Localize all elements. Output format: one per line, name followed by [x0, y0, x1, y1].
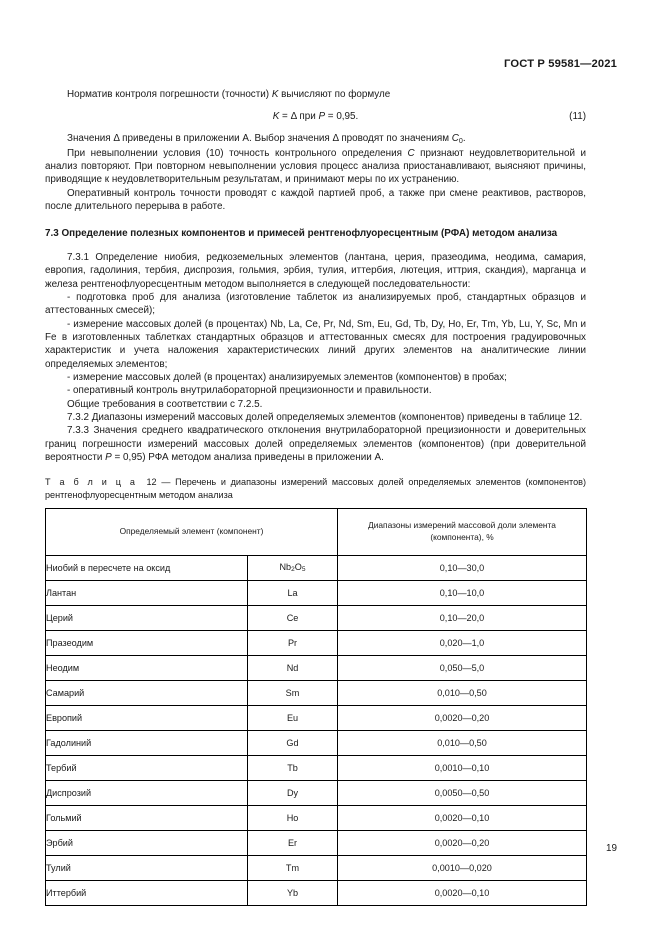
cell-measurement-range: 0,10—10,0	[338, 580, 587, 605]
paragraph-7-3-3: 7.3.3 Значения среднего квадратического отклонения внутрилабораторной прецизионности и доверительных границ погрешности измерений массовых долей определяемых элементов (компонентов) (при доверительной вероятности P = 0,95) РФА методом анализа приведены в приложении А.	[45, 425, 586, 463]
cell-measurement-range: 0,0010—0,020	[338, 855, 587, 880]
cell-element-name: Самарий	[46, 680, 248, 705]
section-heading-7-3: 7.3 Определение полезных компонентов и примесей рентгенофлуоресцентным (РФА) методом анализа	[45, 228, 558, 240]
table-row	[46, 555, 587, 580]
cell-measurement-range: 0,10—20,0	[338, 605, 587, 630]
cell-element-symbol: Er	[248, 830, 338, 855]
list-item-precision-control: - оперативный контроль внутрилабораторной прецизионности и правильности.	[67, 385, 432, 397]
cell-measurement-range: 0,050—5,0	[338, 655, 587, 680]
table-row	[46, 705, 587, 730]
list-item-mass-fraction-standards: - измерение массовых долей (в процентах) Nb, La, Ce, Pr, Nd, Sm, Eu, Gd, Tb, Dy, Ho, Er, Tm, Yb, Lu, Y, Sc, Mn и Fe в изготовленных таблетках стандартных образцов и аттестованных смесях для построения градуировочных характеристик и учета наложения характеристических линий других элементов на аналитические линии определяемых элементов;	[45, 318, 586, 370]
table-row	[46, 855, 587, 880]
page-number: 19	[606, 843, 617, 854]
cell-element-symbol: Dy	[248, 780, 338, 805]
cell-element-name: Иттербий	[46, 880, 248, 905]
paragraph-7-3-2: 7.3.2 Диапазоны измерений массовых долей определяемых элементов (компонентов) приведены в таблице 12.	[67, 411, 583, 423]
table-header	[46, 508, 587, 555]
cell-element-symbol: Eu	[248, 705, 338, 730]
spacer	[45, 241, 586, 251]
cell-element-symbol: Nd	[248, 655, 338, 680]
paragraph-condition-failure: При невыполнении условия (10) точность контрольного определения C признают неудовлетворительной и анализ повторяют. При повторном невыполнении условия процесс анализа приостанавливают, выясняют причины, приводящие к неудовлетворительным результатам, и принимают меры по их устранению.	[45, 147, 586, 186]
cell-element-symbol: Tb	[248, 755, 338, 780]
table-caption-dash: —	[161, 477, 171, 488]
cell-element-name: Тулий	[46, 855, 248, 880]
spacer	[45, 213, 586, 227]
table-row	[46, 730, 587, 755]
cell-element-name: Ниобий в пересчете на оксид	[46, 555, 248, 580]
cell-element-name: Гадолиний	[46, 730, 248, 755]
cell-measurement-range: 0,0020—0,20	[338, 705, 587, 730]
table-caption-text: Перечень и диапазоны измерений массовых долей определяемых элементов (компонентов) рентгенофлуоресцентным методом анализа	[45, 477, 586, 500]
cell-element-name: Диспрозий	[46, 780, 248, 805]
column-header-range: Диапазоны измерений массовой доли элемента (компонента), %	[338, 508, 587, 555]
table-row	[46, 630, 587, 655]
table-caption-number: 12	[146, 477, 157, 488]
cell-measurement-range: 0,020—1,0	[338, 630, 587, 655]
cell-measurement-range: 0,0020—0,10	[338, 880, 587, 905]
table-row	[46, 880, 587, 905]
cell-measurement-range: 0,010—0,50	[338, 680, 587, 705]
table-row	[46, 580, 587, 605]
document-header-standard-number: ГОСТ Р 59581—2021	[504, 58, 617, 70]
table-caption-number-gap	[137, 477, 146, 487]
cell-element-name: Неодим	[46, 655, 248, 680]
paragraph-operational-control: Оперативный контроль точности проводят с каждой партией проб, а также при смене реактивов, растворов, после длительного перерыва в работе.	[45, 187, 586, 213]
column-header-element: Определяемый элемент (компонент)	[46, 508, 338, 555]
cell-element-symbol: La	[248, 580, 338, 605]
cell-measurement-range: 0,0020—0,20	[338, 830, 587, 855]
paragraph-norm-intro: Норматив контроля погрешности (точности) K вычисляют по формуле	[67, 89, 391, 100]
table-row	[46, 830, 587, 855]
cell-element-symbol: $Nb_2O_5$	[248, 555, 338, 580]
table-body	[46, 555, 587, 905]
cell-element-symbol: Ho	[248, 805, 338, 830]
cell-element-symbol: Ce	[248, 605, 338, 630]
cell-element-symbol: Gd	[248, 730, 338, 755]
cell-element-symbol: Sm	[248, 680, 338, 705]
formula-11	[45, 107, 586, 126]
cell-measurement-range: 0,010—0,50	[338, 730, 587, 755]
table-12	[45, 508, 587, 906]
cell-measurement-range: 0,0050—0,50	[338, 780, 587, 805]
list-item-mass-fraction-samples: - измерение массовых долей (в процентах) анализируемых элементов (компонентов) в пробах;	[67, 371, 507, 383]
table-row	[46, 755, 587, 780]
table-row	[46, 805, 587, 830]
table-row	[46, 680, 587, 705]
formula-number: (11)	[569, 111, 586, 123]
formula-expression: K = Δ при P = 0,95.	[272, 111, 359, 123]
cell-element-name: Европий	[46, 705, 248, 730]
paragraph-7-3-1: 7.3.1 Определение ниобия, редкоземельных элементов (лантана, церия, празеодима, неодима, самария, европия, гадолиния, тербия, диспрозия, гольмия, эрбия, тулия, иттербия, лютеция, иттрия, скандия), марганца и железа рентгенофлуоресцентным методом выполняется в следующей последовательности:	[45, 251, 586, 290]
paragraph-delta-values: Значения Δ приведены в приложении А. Выбор значения Δ проводят по значениям $C_0$.	[67, 133, 466, 146]
cell-element-name: Празеодим	[46, 630, 248, 655]
cell-element-name: Эрбий	[46, 830, 248, 855]
cell-measurement-range: 0,0020—0,10	[338, 805, 587, 830]
cell-element-symbol: Pr	[248, 630, 338, 655]
cell-element-name: Церий	[46, 605, 248, 630]
table-header-row	[46, 508, 587, 555]
list-item-sample-preparation: - подготовка проб для анализа (изготовление таблеток из анализируемых проб, стандартных образцов и аттестованных смесей);	[45, 291, 586, 317]
cell-element-name: Лантан	[46, 580, 248, 605]
table-caption-label: Т а б л и ц а	[45, 477, 138, 488]
cell-measurement-range: 0,10—30,0	[338, 555, 587, 580]
cell-element-name: Гольмий	[46, 805, 248, 830]
page-content	[45, 88, 586, 906]
cell-element-name: Тербий	[46, 755, 248, 780]
table-row	[46, 655, 587, 680]
cell-measurement-range: 0,0010—0,10	[338, 755, 587, 780]
cell-element-symbol: Yb	[248, 880, 338, 905]
cell-element-symbol: Tm	[248, 855, 338, 880]
table-row	[46, 605, 587, 630]
spacer	[45, 464, 586, 476]
table-12-caption	[45, 476, 586, 501]
table-row	[46, 780, 587, 805]
paragraph-general-requirements: Общие требования в соответствии с 7.2.5.	[67, 398, 263, 410]
